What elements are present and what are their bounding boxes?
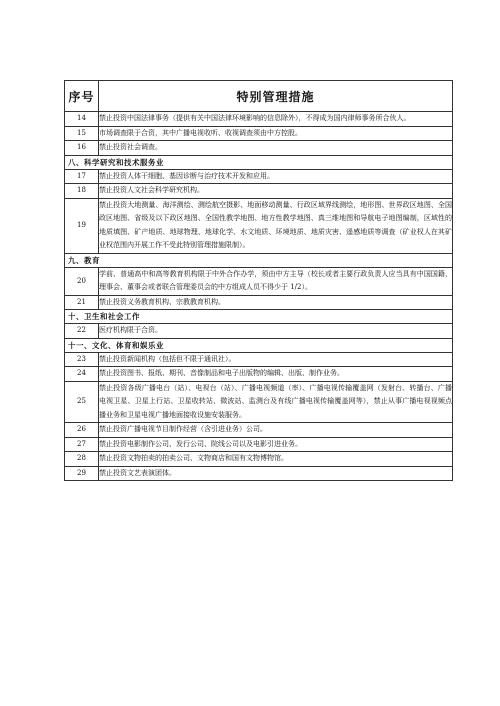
row-number: 20 <box>65 267 99 295</box>
table-row <box>65 367 453 382</box>
row-number: 29 <box>65 466 99 481</box>
row-number: 18 <box>65 184 99 199</box>
measure-text: 禁止投资人体干细胞、基因诊断与治疗技术开发和应用。 <box>99 169 453 184</box>
table-row <box>65 352 453 367</box>
section-heading-row <box>65 253 453 267</box>
section-title: 八、科学研究和技术服务业 <box>65 155 453 169</box>
table-row <box>65 381 453 423</box>
row-number: 22 <box>65 324 99 339</box>
table-body <box>65 112 453 481</box>
section-heading-row <box>65 310 453 324</box>
row-number: 28 <box>65 452 99 467</box>
table-row <box>65 452 453 467</box>
table-row <box>65 423 453 438</box>
measure-text: 禁止投资义务教育机构、宗教教育机构。 <box>99 295 453 310</box>
measure-text: 禁止投资社会调查。 <box>99 141 453 156</box>
row-number: 19 <box>65 198 99 253</box>
special-measures-table <box>64 80 453 481</box>
table-row <box>65 324 453 339</box>
measure-text: 禁止投资文艺表演团体。 <box>99 466 453 481</box>
table-row <box>65 126 453 141</box>
section-heading-row <box>65 155 453 169</box>
measure-text: 禁止投资人文社会科学研究机构。 <box>99 184 453 199</box>
section-title: 九、教育 <box>65 253 453 267</box>
section-title: 十一、文化、体育和娱乐业 <box>65 338 453 352</box>
table-row <box>65 466 453 481</box>
table-row <box>65 141 453 156</box>
row-number: 17 <box>65 169 99 184</box>
table-row <box>65 295 453 310</box>
row-number: 14 <box>65 112 99 127</box>
header-measure: 特别管理措施 <box>99 81 453 112</box>
measure-text: 禁止投资新闻机构（包括但不限于通讯社）。 <box>99 352 453 367</box>
row-number: 23 <box>65 352 99 367</box>
row-number: 26 <box>65 423 99 438</box>
header-number: 序号 <box>65 81 99 112</box>
table-row <box>65 437 453 452</box>
table-header-row <box>65 81 453 112</box>
table-row <box>65 198 453 253</box>
row-number: 16 <box>65 141 99 156</box>
measure-text: 禁止投资各级广播电台（站）、电视台（站）、广播电视频道（率）、广播电视传输覆盖网（发射台、转播台、广播电视卫星、卫星上行站、卫星收转站、微波站、监测台及有线广播电视传输覆盖网等），禁止从事广播电视视频点播业务和卫星电视广播地面接收设施安装服务。 <box>99 381 453 423</box>
measure-text: 学前、普通高中和高等教育机构限于中外合作办学，须由中方主导（校长或者主要行政负责人应当具有中国国籍，理事会、董事会或者联合管理委员会的中方组成人员不得少于 1/2）。 <box>99 267 453 295</box>
measure-text: 禁止投资广播电视节目制作经营（含引进业务）公司。 <box>99 423 453 438</box>
section-heading-row <box>65 338 453 352</box>
measure-text: 市场调查限于合资，其中广播电视收听、收视调查须由中方控股。 <box>99 126 453 141</box>
section-title: 十、卫生和社会工作 <box>65 310 453 324</box>
row-number: 25 <box>65 381 99 423</box>
table-row <box>65 112 453 127</box>
measure-text: 禁止投资中国法律事务（提供有关中国法律环境影响的信息除外），不得成为国内律师事务所合伙人。 <box>99 112 453 127</box>
measure-text: 医疗机构限于合资。 <box>99 324 453 339</box>
measure-text: 禁止投资大地测量、海洋测绘、测绘航空摄影、地面移动测量、行政区域界线测绘，地形图、世界政区地图、全国政区地图、省级及以下政区地图、全国性教学地图、地方性教学地图、真三维地图和导航电子地图编制，区域性的地质填图、矿产地质、地球物理、地球化学、水文地质、环境地质、地质灾害、遥感地质等调查（矿业权人在其矿业权范围内开展工作不受此特别管理措施限制）。 <box>99 198 453 253</box>
table-row <box>65 184 453 199</box>
measure-text: 禁止投资文物拍卖的拍卖公司、文物商店和国有文物博物馆。 <box>99 452 453 467</box>
row-number: 27 <box>65 437 99 452</box>
table-row <box>65 169 453 184</box>
measure-text: 禁止投资电影制作公司、发行公司、院线公司以及电影引进业务。 <box>99 437 453 452</box>
measure-text: 禁止投资图书、报纸、期刊、音像制品和电子出版物的编辑、出版、制作业务。 <box>99 367 453 382</box>
row-number: 24 <box>65 367 99 382</box>
row-number: 15 <box>65 126 99 141</box>
table-row <box>65 267 453 295</box>
row-number: 21 <box>65 295 99 310</box>
